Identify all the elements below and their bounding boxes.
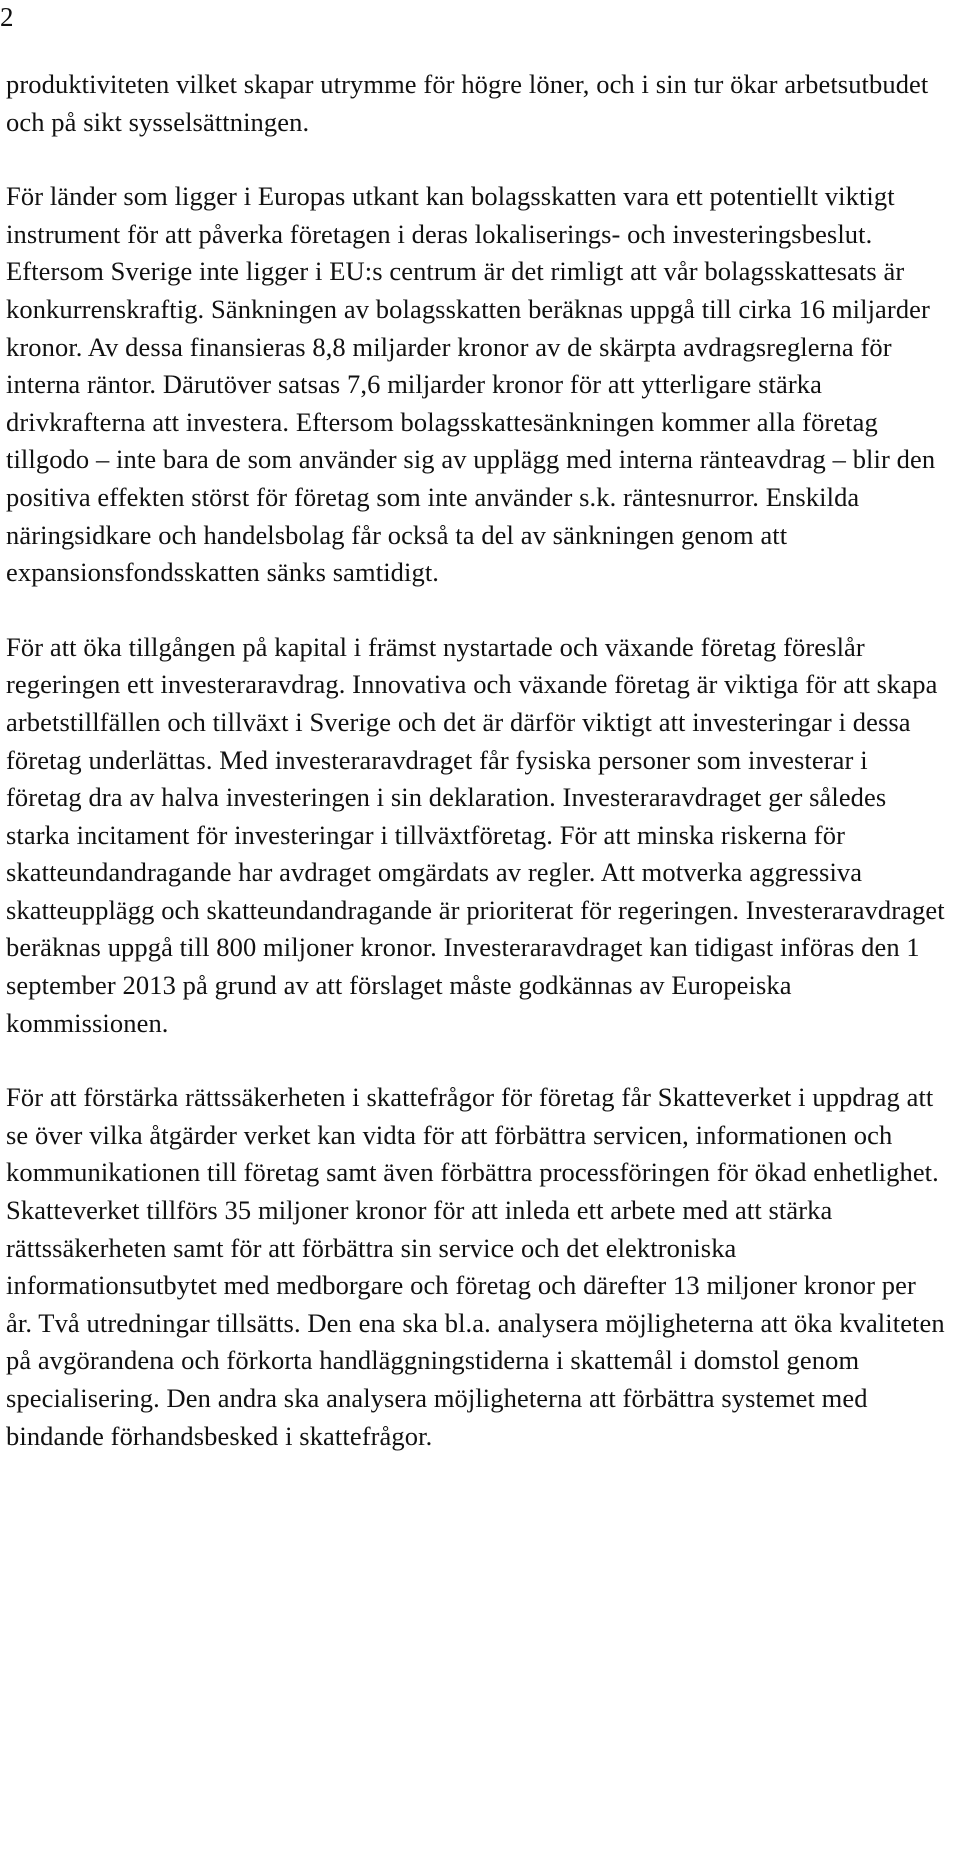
paragraph-investor-deduction: För att öka tillgången på kapital i främst nystartade och växande företag föreslår regeringen ett investeraravdrag. Innovativa och växande företag är viktiga för att skapa arbetstillfällen och tillväxt i Sverige och det är därför viktigt att investeringar i dessa företag underlättas. Med investeraravdraget får fysiska personer som investerar i företag dra av halva investeringen i sin deklaration. Investeraravdraget ger således starka incitament för investeringar i tillväxtföretag. För att minska riskerna för skatteundandragande har avdraget omgärdats av regler. Att motverka aggressiva skatteupplägg och skatteundandragande är prioriterat för regeringen. Investeraravdraget beräknas uppgå till 800 miljoner kronor. Investeraravdraget kan tidigast införas den 1 september 2013 på grund av att förslaget måste godkännas av Europeiska kommissionen. — [6, 631, 945, 1038]
paragraph-corporate-tax: För länder som ligger i Europas utkant kan bolagsskatten vara ett potentiellt viktigt instrument för att påverka företagen i deras lokaliserings- och investeringsbeslut. Eftersom Sverige inte ligger i EU:s centrum är det rimligt att vår bolagsskattesats är konkurrenskraftig. Sänkningen av bolagsskatten beräknas uppgå till cirka 16 miljarder kronor. Av dessa finansieras 8,8 miljarder kronor av de skärpta avdragsreglerna för interna räntor. Därutöver satsas 7,6 miljarder kronor för att ytterligare stärka drivkrafterna att investera. Eftersom bolagsskattesänkningen kommer alla företag tillgodo – inte bara de som använder sig av upplägg med interna ränteavdrag – blir den positiva effekten störst för företag som inte använder s.k. räntesnurror. Enskilda näringsidkare och handelsbolag får också ta del av sänkningen genom att expansionsfondsskatten sänks samtidigt. — [6, 181, 936, 588]
paragraph-legal-certainty: För att förstärka rättssäkerheten i skattefrågor för företag får Skatteverket i uppdrag att se över vilka åtgärder verket kan vidta för att förbättra servicen, informationen och kommunikationen till företag samt även förbättra processföringen för ökad enhetlighet. Skatteverket tillförs 35 miljoner kronor för att inleda ett arbete med att stärka rättssäkerheten samt för att förbättra sin service och det elektroniska informationsutbytet med medborgare och företag och därefter 13 miljoner kronor per år. Två utredningar tillsätts. Den ena ska bl.a. analysera möjligheterna att öka kvaliteten på avgörandena och förkorta handläggningstiderna i skattemål i domstol genom specialisering. Den andra ska analysera möjligheterna att förbättra systemet med bindande förhandsbesked i skattefrågor. — [6, 1082, 945, 1451]
paragraph-productivity: produktiviteten vilket skapar utrymme för högre löner, och i sin tur ökar arbetsutbudet och på sikt sysselsättningen. — [6, 69, 929, 137]
document-body — [6, 66, 946, 1455]
page-number: 2 — [0, 2, 14, 32]
